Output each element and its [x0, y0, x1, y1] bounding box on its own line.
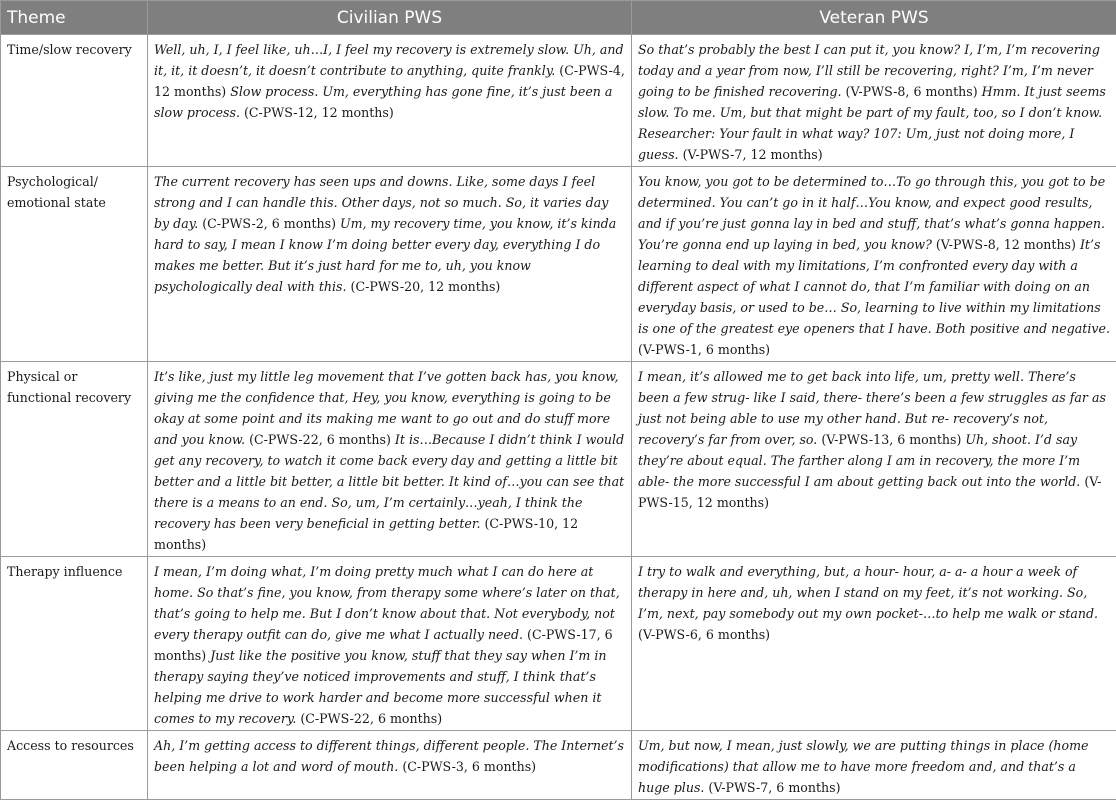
- civilian-cell: [148, 35, 632, 167]
- participant-quote: Hmm. It just seems slow. To me. Um, but that might be part of my fault, too, so I don’t know. Researcher: Your fault in what way? 107: Um, just not doing more, I guess.: [638, 84, 1106, 162]
- participant-citation: (V-PWS-15, 12 months): [638, 474, 1101, 510]
- table-row: [1, 35, 1116, 167]
- participant-citation: (C-PWS-22, 6 months): [296, 711, 442, 726]
- header-theme: Theme: [1, 1, 148, 35]
- header-civilian: Civilian PWS: [148, 1, 632, 35]
- veteran-cell: [632, 167, 1116, 362]
- theme-cell: Access to resources: [1, 731, 148, 800]
- veteran-cell: [632, 557, 1116, 731]
- civilian-cell: [148, 557, 632, 731]
- participant-quote: It is…Because I didn’t think I would get any recovery, to watch it come back every day and getting a little bit better and a little bit better, a little bit better. It kind of…you can see that there is a means to an end. So, um, I’m certainly…yeah, I think the recovery has been very beneficial in getting better.: [154, 432, 624, 531]
- civilian-cell: [148, 731, 632, 800]
- civilian-cell: [148, 167, 632, 362]
- participant-quote: Uh, shoot. I’d say they’re about equal. The farther along I am in recovery, the more I’m able- the more successful I am about getting back out into the world.: [638, 432, 1080, 489]
- participant-quote: Um, my recovery time, you know, it’s kinda hard to say, I mean I know I’m doing better every day, everything I do makes me better. But it’s just hard for me to, uh, you know psychologically deal with this.: [154, 216, 616, 294]
- participant-quote: You know, you got to be determined to…To go through this, you got to be determined. You can’t go in it half…You know, and expect good results, and if you’re just gonna lay in bed and stuff, that’s what’s gonna happen. You’re gonna end up laying in bed, you know?: [638, 174, 1105, 252]
- header-row: [1, 1, 1116, 35]
- participant-quote: So that’s probably the best I can put it, you know? I, I’m, I’m recovering today and a year from now, I’ll still be recovering, right? I’m, I’m never going to be finished recovering.: [638, 42, 1100, 99]
- civilian-cell: [148, 362, 632, 557]
- table-row: [1, 731, 1116, 800]
- veteran-cell: [632, 731, 1116, 800]
- theme-cell: Therapy influence: [1, 557, 148, 731]
- participant-citation: (C-PWS-2, 6 months): [198, 216, 340, 231]
- table-header: [1, 1, 1116, 35]
- participant-citation: (C-PWS-22, 6 months): [245, 432, 395, 447]
- participant-quote: It’s learning to deal with my limitations, I’m confronted every day with a different aspect of what I cannot do, that I’m familiar with doing on an everyday basis, or used to be… So, learning to live within my limitations is one of the greatest eye openers that I have. Both positive and negative.: [638, 237, 1110, 336]
- table-row: [1, 167, 1116, 362]
- participant-citation: (C-PWS-20, 12 months): [347, 279, 501, 294]
- participant-quote: Just like the positive you know, stuff that they say when I’m in therapy saying they’ve noticed improvements and stuff, I think that’s helping me drive to work harder and become more successful when it comes to my recovery.: [154, 648, 607, 726]
- participant-citation: (C-PWS-4, 12 months): [154, 63, 625, 99]
- participant-quote: Well, uh, I, I feel like, uh…I, I feel my recovery is extremely slow. Uh, and it, it, it doesn’t, it doesn’t contribute to anything, quite frankly.: [154, 42, 624, 78]
- theme-cell: Time/slow recovery: [1, 35, 148, 167]
- participant-citation: (V-PWS-13, 6 months): [817, 432, 965, 447]
- participant-quote: I mean, it’s allowed me to get back into life, um, pretty well. There’s been a few strug- like I said, there- there’s been a few struggles as far as just not being able to use my other hand. But re- recovery’s not, recovery’s far from over, so.: [638, 369, 1106, 447]
- participant-citation: (C-PWS-17, 6 months): [154, 627, 613, 663]
- participant-citation: (V-PWS-7, 6 months): [704, 780, 840, 795]
- participant-quote: Um, but now, I mean, just slowly, we are putting things in place (home modifications) that allow me to have more freedom and, and that’s a huge plus.: [638, 738, 1088, 795]
- header-veteran: Veteran PWS: [632, 1, 1116, 35]
- participant-citation: (V-PWS-7, 12 months): [679, 147, 823, 162]
- theme-cell: Physical or functional recovery: [1, 362, 148, 557]
- veteran-cell: [632, 35, 1116, 167]
- participant-quote: I mean, I’m doing what, I’m doing pretty much what I can do here at home. So that’s fine, you know, from therapy some where’s later on that, that’s going to help me. But I don’t know about that. Not everybody, not every therapy outfit can do, give me what I actually need.: [154, 564, 620, 642]
- table-row: [1, 362, 1116, 557]
- participant-citation: (C-PWS-3, 6 months): [398, 759, 536, 774]
- participant-quote: Ah, I’m getting access to different things, different people. The Internet’s been helping a lot and word of mouth.: [154, 738, 624, 774]
- theme-cell: Psychological/ emotional state: [1, 167, 148, 362]
- table-row: [1, 557, 1116, 731]
- participant-citation: (C-PWS-12, 12 months): [240, 105, 394, 120]
- participant-quote: The current recovery has seen ups and downs. Like, some days I feel strong and I can handle this. Other days, not so much. So, it varies day by day.: [154, 174, 608, 231]
- veteran-cell: [632, 362, 1116, 557]
- participant-citation: (V-PWS-8, 12 months): [932, 237, 1080, 252]
- participant-citation: (C-PWS-10, 12 months): [154, 516, 578, 552]
- participant-citation: (V-PWS-1, 6 months): [638, 342, 770, 357]
- participant-citation: (V-PWS-8, 6 months): [842, 84, 982, 99]
- participant-quote: Slow process. Um, everything has gone fine, it’s just been a slow process.: [154, 84, 612, 120]
- participant-quote: It’s like, just my little leg movement that I’ve gotten back has, you know, giving me the confidence that, Hey, you know, everything is going to be okay at some point and its making me want to go out and do stuff more and you know.: [154, 369, 619, 447]
- participant-quote: I try to walk and everything, but, a hour- hour, a- a- a hour a week of therapy in here and, uh, when I stand on my feet, it’s not working. So, I’m, next, pay somebody out my own pocket-…to help me walk or stand.: [638, 564, 1098, 621]
- participant-citation: (V-PWS-6, 6 months): [638, 627, 770, 642]
- table-body: [1, 35, 1116, 800]
